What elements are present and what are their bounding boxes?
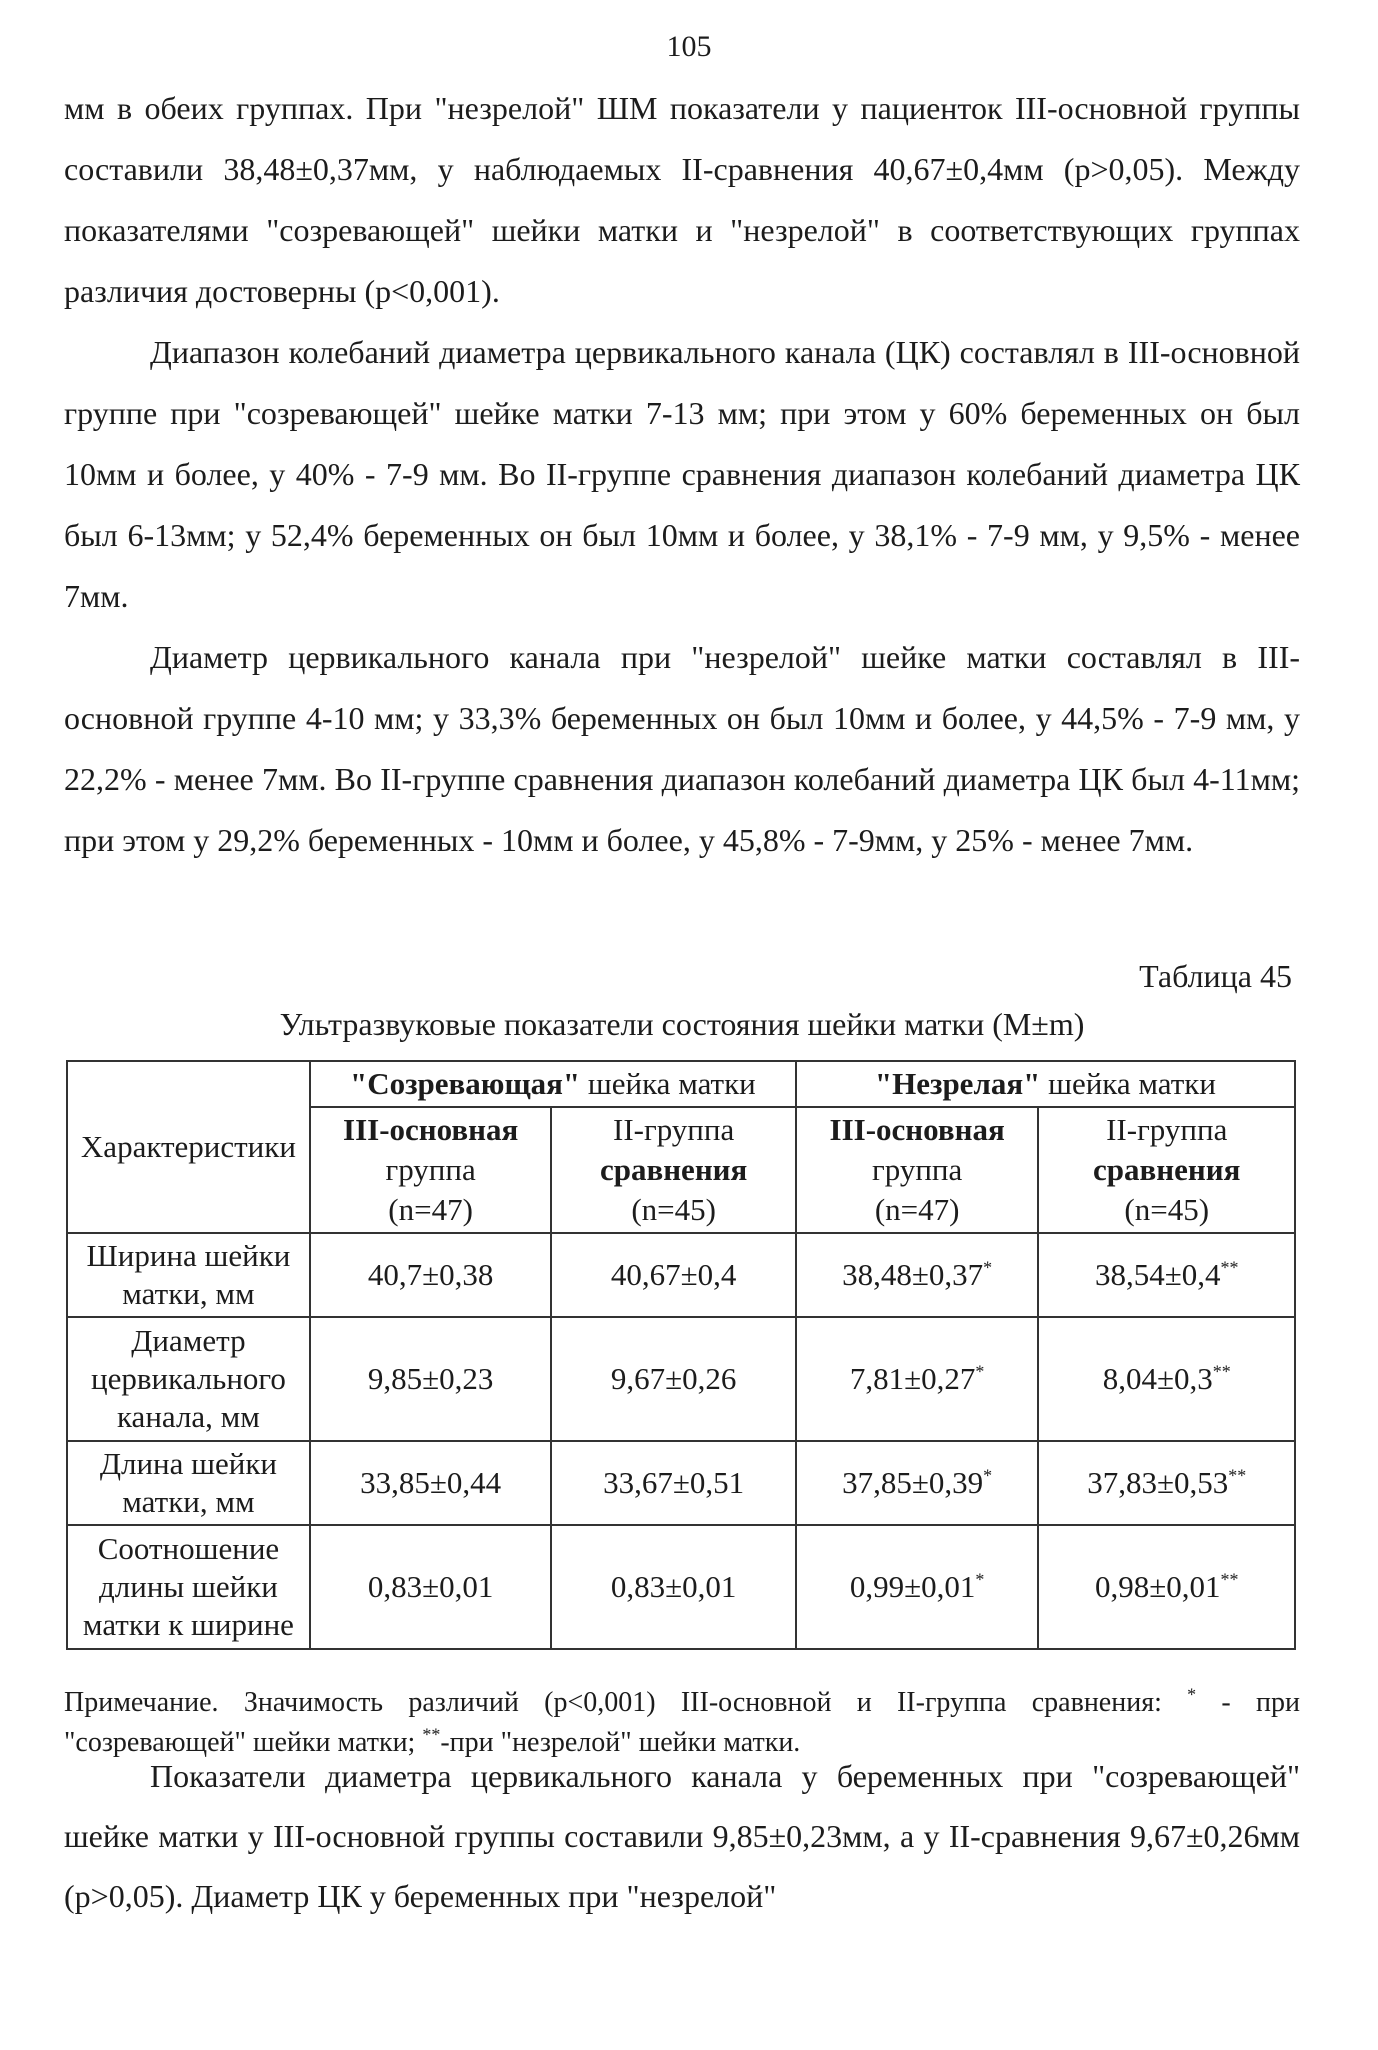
row-label: Соотношение длины шейки матки к ширине bbox=[67, 1525, 310, 1649]
note-text-mid: - при "созревающей" шейки матки; bbox=[64, 1687, 1300, 1758]
table-cell bbox=[1038, 1525, 1295, 1649]
subheader-line2: сравнения bbox=[1093, 1152, 1241, 1187]
table-cell: 40,67±0,4 bbox=[551, 1233, 796, 1317]
paragraph-canal-diameter-immature: Диаметр цервикального канала при "незрелой" шейке матки составлял в III-основной группе 4-10 мм; у 33,3% беременных он был 10мм и более, у 44,5% - 7-9 мм, у 22,2% - менее 7мм. Во II-группе сравнения диапазон колебаний диаметра ЦК был 4-11мм; при этом у 29,2% беременных - 10мм и более, у 45,8% - 7-9мм, у 25% - менее 7мм. bbox=[64, 639, 1300, 858]
header-group-maturing-rest: шейка матки bbox=[580, 1066, 756, 1101]
significance-mark: ** bbox=[1228, 1465, 1247, 1486]
header-group-immature bbox=[796, 1061, 1295, 1107]
subheader-comparison-immature bbox=[1038, 1107, 1295, 1233]
significance-mark: * bbox=[983, 1257, 993, 1278]
header-group-immature-rest: шейка матки bbox=[1040, 1066, 1216, 1101]
subheader-line1: III-основная bbox=[829, 1112, 1005, 1147]
ultrasound-table bbox=[66, 1060, 1296, 1650]
cell-value: 7,81±0,27 bbox=[849, 1361, 976, 1396]
row-label: Длина шейки матки, мм bbox=[67, 1441, 310, 1525]
table-row bbox=[67, 1233, 1295, 1317]
body-text-bottom bbox=[64, 1746, 1300, 1926]
significance-mark: ** bbox=[1220, 1569, 1239, 1590]
table-cell: 0,83±0,01 bbox=[551, 1525, 796, 1649]
table-row bbox=[67, 1525, 1295, 1649]
note-text-start: Примечание. Значимость различий (p<0,001) III-основной и II-группа сравнения: bbox=[64, 1687, 1188, 1718]
table-row bbox=[67, 1441, 1295, 1525]
significance-mark: * bbox=[975, 1569, 985, 1590]
subheader-line1: III-основная bbox=[343, 1112, 519, 1147]
cell-value: 37,83±0,53 bbox=[1087, 1465, 1229, 1500]
cell-value: 38,48±0,37 bbox=[842, 1257, 984, 1292]
header-group-maturing-bold: "Созревающая" bbox=[349, 1066, 581, 1101]
header-group-immature-bold: "Незрелая" bbox=[874, 1066, 1041, 1101]
significance-mark: ** bbox=[1220, 1257, 1239, 1278]
subheader-line3: (n=45) bbox=[1124, 1192, 1210, 1227]
subheader-line3: (n=47) bbox=[874, 1192, 960, 1227]
row-label: Диаметр цервикального канала, мм bbox=[67, 1317, 310, 1441]
table-caption: Ультразвуковые показатели состояния шейки матки (M±m) bbox=[279, 1006, 1085, 1042]
subheader-line2: сравнения bbox=[599, 1152, 748, 1187]
subheader-line2: группа bbox=[872, 1152, 963, 1187]
paragraph-canal-comparison: Показатели диаметра цервикального канала у беременных при "созревающей" шейке матки у III-основной группы составили 9,85±0,23мм, а у II-сравнения 9,67±0,26мм (p>0,05). Диаметр ЦК у беременных при "незрелой" bbox=[64, 1758, 1300, 1914]
table-cell bbox=[1038, 1233, 1295, 1317]
significance-mark: * bbox=[975, 1361, 985, 1382]
row-label: Ширина шейки матки, мм bbox=[67, 1233, 310, 1317]
significance-mark: * bbox=[983, 1465, 993, 1486]
table-cell: 0,83±0,01 bbox=[310, 1525, 552, 1649]
note-mark-double: ** bbox=[422, 1724, 441, 1745]
table-cell bbox=[796, 1441, 1039, 1525]
table-cell: 9,67±0,26 bbox=[551, 1317, 796, 1441]
subheader-comparison-maturing bbox=[551, 1107, 796, 1233]
subheader-main-maturing bbox=[310, 1107, 552, 1233]
subheader-line3: (n=47) bbox=[388, 1192, 473, 1227]
table-row bbox=[67, 1317, 1295, 1441]
cell-value: 0,99±0,01 bbox=[849, 1569, 976, 1604]
subheader-line1: II-группа bbox=[1106, 1112, 1228, 1147]
header-characteristics: Характеристики bbox=[67, 1061, 310, 1233]
cell-value: 37,85±0,39 bbox=[842, 1465, 984, 1500]
paragraph-continued: мм в обеих группах. При "незрелой" ШМ показатели у пациенток III-основной группы составили 38,48±0,37мм, у наблюдаемых II-сравнения 40,67±0,4мм (p>0,05). Между показателями "созревающей" шейки матки и "незрелой" в соответствующих группах различия достоверны (p<0,001). bbox=[64, 90, 1300, 309]
cell-value: 0,98±0,01 bbox=[1094, 1569, 1221, 1604]
subheader-line3: (n=45) bbox=[631, 1192, 716, 1227]
page-number: 105 bbox=[666, 30, 712, 63]
cell-value: 8,04±0,3 bbox=[1102, 1361, 1213, 1396]
paragraph-canal-range-maturing: Диапазон колебаний диаметра цервикального канала (ЦК) составлял в III-основной группе при "созревающей" шейке матки 7-13 мм; при этом у 60% беременных он был 10мм и более, у 40% - 7-9 мм. Во II-группе сравнения диапазон колебаний диаметра ЦК был 6-13мм; у 52,4% беременных он был 10мм и более, у 38,1% - 7-9 мм, у 9,5% - менее 7мм. bbox=[64, 334, 1300, 614]
note-text-end: -при "незрелой" шейки матки. bbox=[440, 1727, 801, 1758]
table-cell bbox=[796, 1233, 1039, 1317]
table-header-row-groups bbox=[67, 1061, 1295, 1107]
table-cell bbox=[796, 1525, 1039, 1649]
note-mark-single: * bbox=[1187, 1684, 1197, 1705]
table-cell bbox=[796, 1317, 1039, 1441]
body-text-top bbox=[64, 78, 1300, 871]
table-cell bbox=[1038, 1441, 1295, 1525]
cell-value: 38,54±0,4 bbox=[1094, 1257, 1221, 1292]
subheader-line1: II-группа bbox=[613, 1112, 735, 1147]
significance-mark: ** bbox=[1212, 1361, 1231, 1382]
table-cell: 33,85±0,44 bbox=[310, 1441, 552, 1525]
table-cell: 9,85±0,23 bbox=[310, 1317, 552, 1441]
table-cell: 33,67±0,51 bbox=[551, 1441, 796, 1525]
subheader-main-immature bbox=[796, 1107, 1039, 1233]
table-cell: 40,7±0,38 bbox=[310, 1233, 552, 1317]
table-label: Таблица 45 bbox=[1139, 958, 1292, 994]
table-cell bbox=[1038, 1317, 1295, 1441]
subheader-line2: группа bbox=[385, 1152, 476, 1187]
header-group-maturing bbox=[310, 1061, 796, 1107]
